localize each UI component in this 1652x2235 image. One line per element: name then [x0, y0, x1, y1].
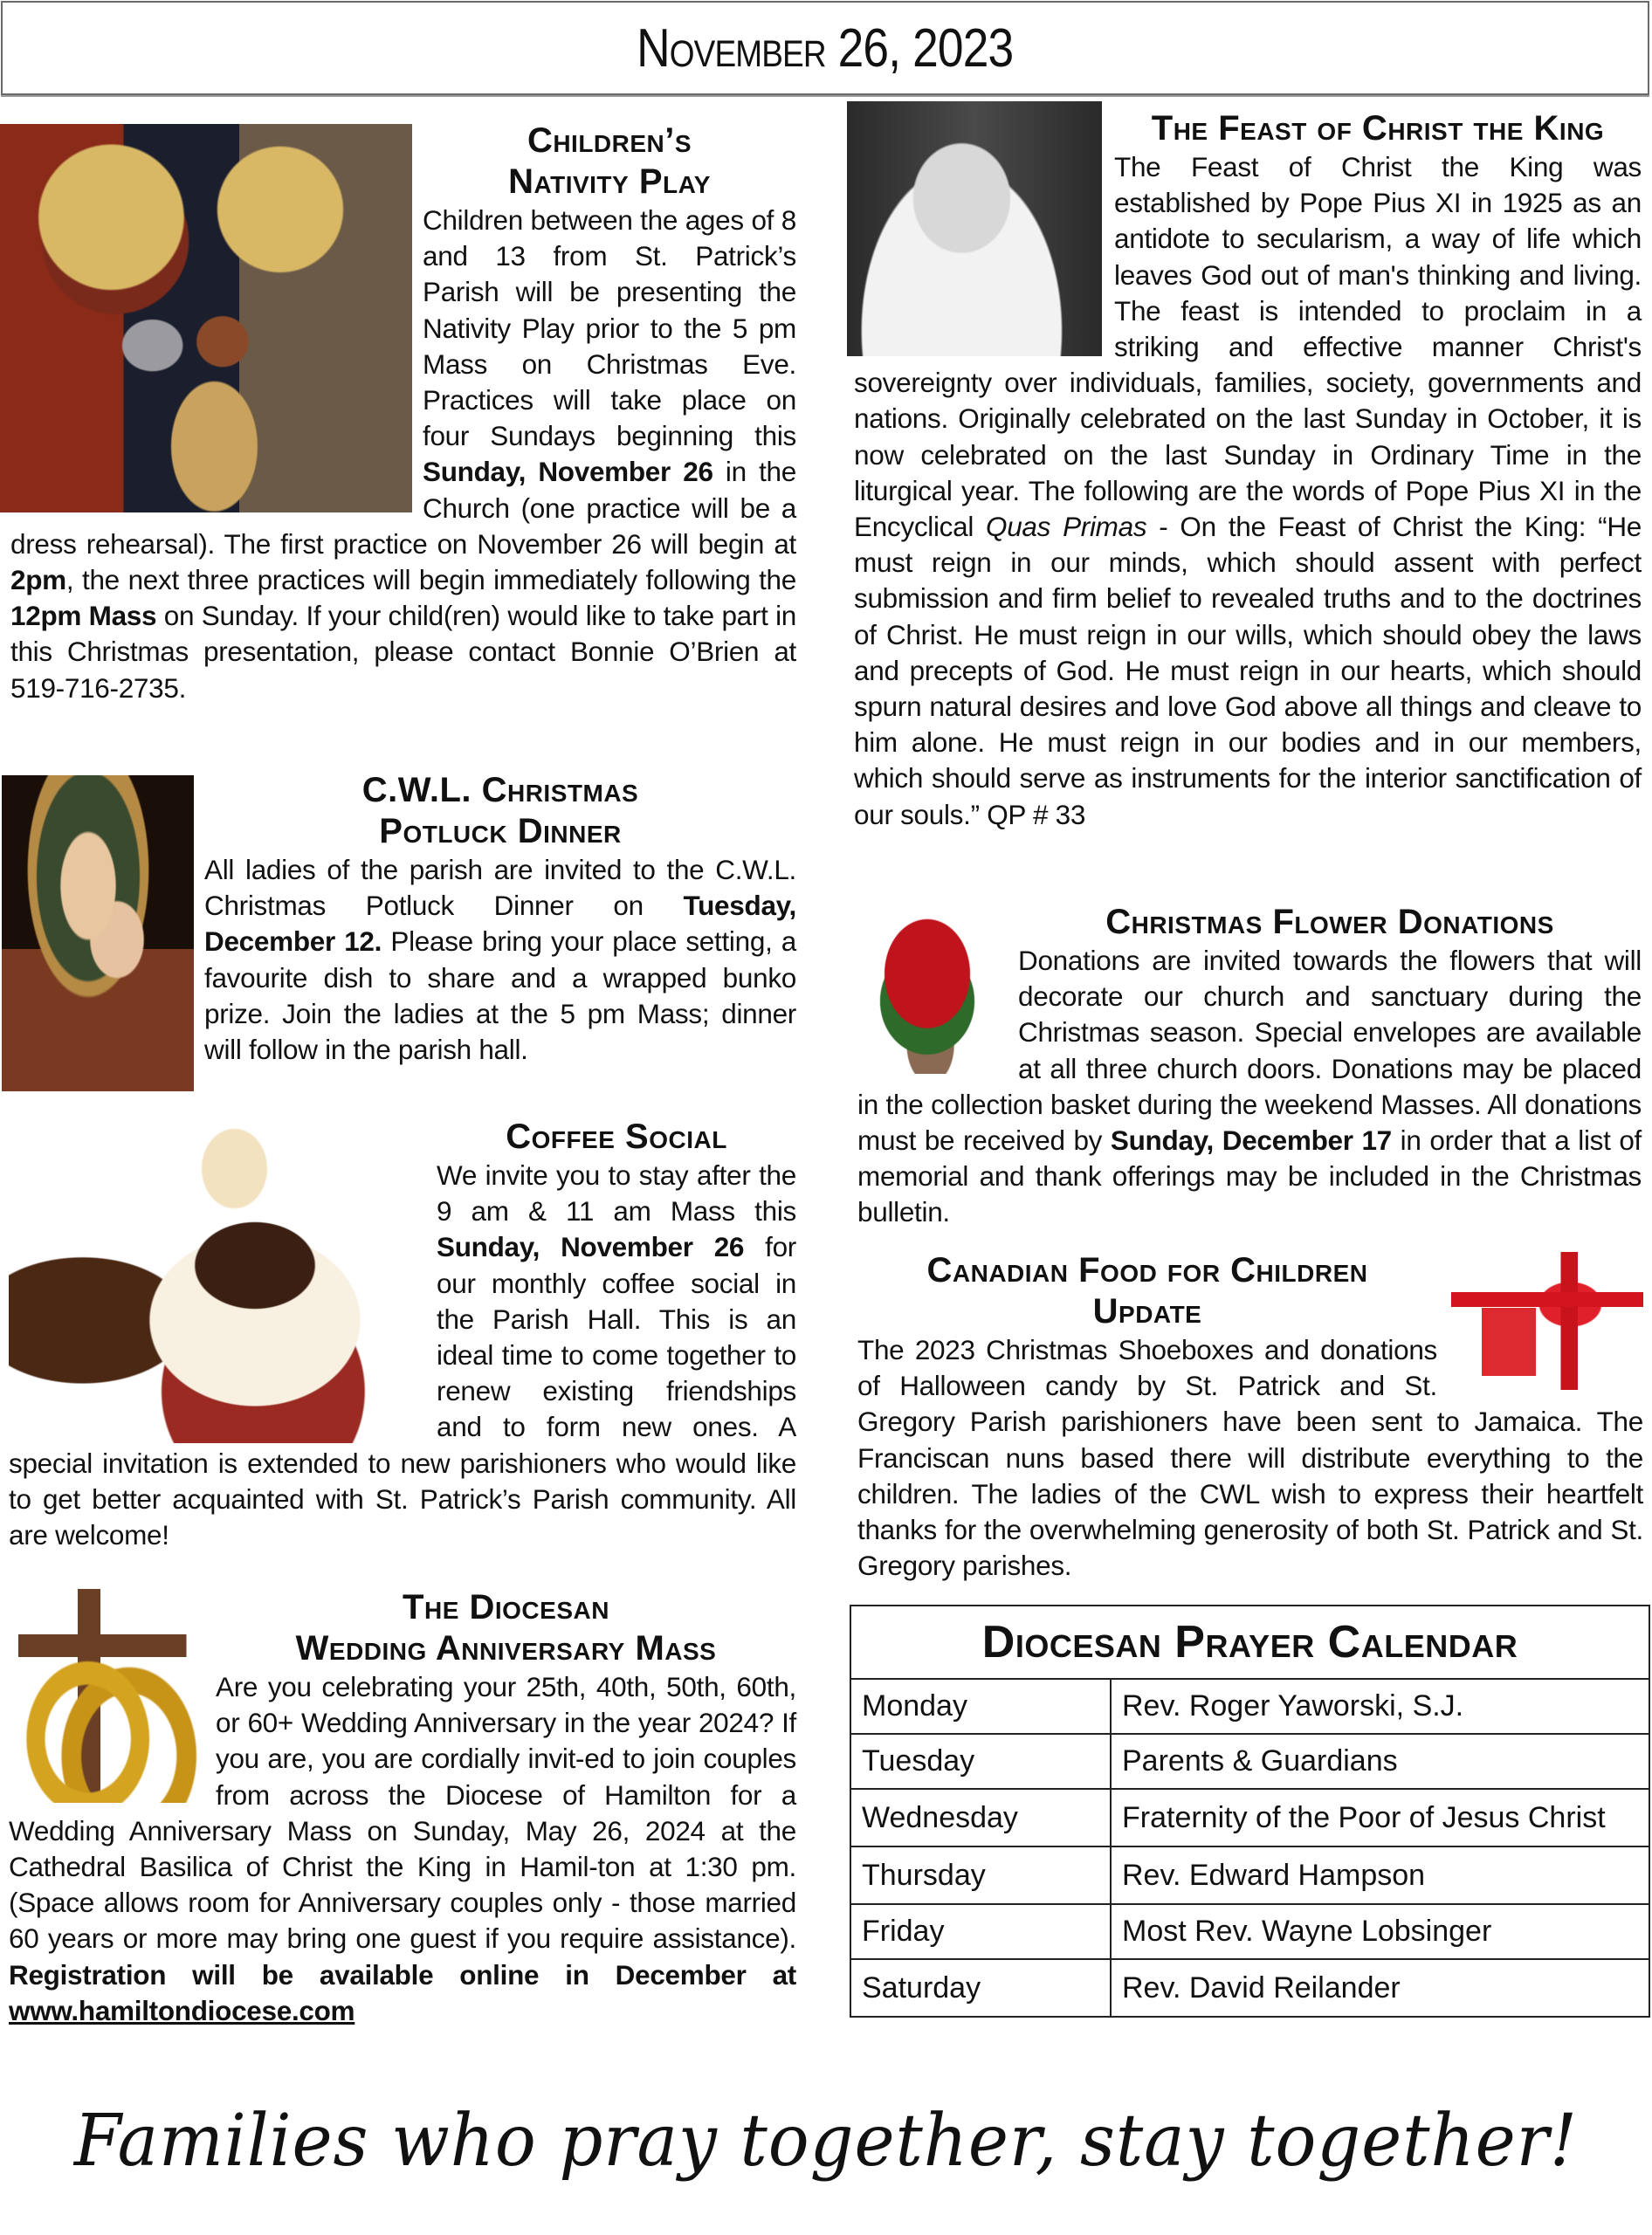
nativity-heading-line2: Nativity Play — [508, 162, 711, 201]
cwl-heading-line2: Potluck Dinner — [379, 812, 622, 850]
anniversary-heading-line1: The Diocesan — [403, 1588, 609, 1626]
nativity-icon-image — [0, 124, 412, 512]
red-gift-ribbon-image — [1451, 1252, 1643, 1390]
table-row — [850, 1846, 1649, 1904]
prayer-day: Saturday — [850, 1959, 1111, 2017]
flower-text-1: Donations are invited towards the flowers that will decorate our church and sanctuary during the Christmas season. Special envelopes are available at all three church doors. Donations may be placed in the collection basket during the weekend Masses. All donations must be received by — [857, 945, 1642, 1157]
cwl-text-1: All ladies of the parish are invited to the C.W.L. Christmas Potluck Dinner on — [204, 854, 796, 922]
pope-pius-xi-photo — [847, 101, 1102, 356]
prayer-calendar-title: Diocesan Prayer Calendar — [850, 1606, 1649, 1679]
table-row — [850, 1904, 1649, 1959]
nativity-time-bold: 2pm — [10, 564, 66, 596]
prayer-day: Friday — [850, 1904, 1111, 1959]
food-children-body: The 2023 Christmas Shoeboxes and donations of Halloween candy by St. Patrick and St. Gregory Parish parishioners have been sent to Jamaica. The Franciscan nuns based there will distribute everything to the children. The ladies of the CWL wish to express their heartfelt thanks for the overwhelming generosity of both St. Patrick and St. Gregory parishes. — [857, 1334, 1643, 1582]
prayer-day: Tuesday — [850, 1734, 1111, 1789]
coffee-social-heading: Coffee Social — [506, 1118, 727, 1156]
prayer-intention: Most Rev. Wayne Lobsinger — [1111, 1904, 1649, 1959]
poinsettia-image — [849, 912, 1006, 1074]
prayer-intention: Rev. Edward Hampson — [1111, 1846, 1649, 1904]
cwl-heading-line1: C.W.L. Christmas — [361, 771, 639, 809]
food-heading-line1: Canadian Food for Children — [926, 1251, 1368, 1289]
prayer-intention: Parents & Guardians — [1111, 1734, 1649, 1789]
hamilton-diocese-link[interactable]: www.hamiltondiocese.com — [9, 1994, 355, 2026]
cwl-text-2: Please bring your place setting, a favourite dish to share and a wrapped bunko prize. Join the ladies at the 5 pm Mass; dinner will follow in the parish hall. — [204, 925, 796, 1066]
coffee-date-bold: Sunday, November 26 — [437, 1231, 745, 1263]
section-food-for-children — [857, 1250, 1643, 1584]
nativity-date-bold: Sunday, November 26 — [423, 456, 713, 488]
anniversary-heading-line2: Wedding Anniversary Mass — [295, 1629, 717, 1668]
prayer-calendar-header-row — [850, 1606, 1649, 1679]
nativity-text-2: in the Church (one practice will be a dress rehearsal). The first practice on November 26 will begin at — [10, 456, 796, 560]
christ-king-heading: The Feast of Christ the King — [1151, 109, 1605, 148]
flower-text-2: in order that a list of memorial and thank offerings may be included in the Christmas bulletin. — [857, 1124, 1642, 1228]
madonna-child-image — [2, 775, 194, 1091]
prayer-day: Monday — [850, 1679, 1111, 1734]
section-nativity-play — [0, 120, 796, 706]
table-row — [850, 1734, 1649, 1789]
cwl-date-bold: Tuesday, December 12. — [204, 890, 796, 958]
section-coffee-social — [9, 1117, 796, 1553]
footer-motto: Families who pray together, stay together! — [73, 2100, 1579, 2183]
nativity-mass-bold: 12pm Mass — [10, 600, 157, 632]
prayer-day: Wednesday — [850, 1789, 1111, 1846]
nativity-text-1: Children between the ages of 8 and 13 from St. Patrick’s Parish will be presenting the Nativity Play prior to the 5 pm Mass on Christmas Eve. Practices will take place on four Sundays beginning this — [423, 204, 796, 452]
bulletin-date: November 26, 2023 — [637, 17, 1014, 79]
nativity-text-3: , the next three practices will begin immediately following the — [65, 564, 796, 596]
coffee-text-2: for our monthly coffee social in the Parish Hall. This is an ideal time to come together to renew existing friendships and to form new ones. A special invitation is extended to new parishioners who would like to get better acquainted with St. Patrick’s Parish community. All are welcome! — [9, 1231, 796, 1551]
anniversary-registration-bold: Registration will be available online in December at — [9, 1958, 796, 1991]
prayer-day: Thursday — [850, 1846, 1111, 1904]
christ-king-text-1: The Feast of Christ the King was established by Pope Pius XI in 1925 as an antidote to secularism, a way of life which leaves God out of man's thinking and living. The feast is intended to proclaim in a striking and effective manner Christ's sovereignty over individuals, families, society, governments and nations. Originally celebrated on the last Sunday in October, it is now celebrated on the last Sunday in Ordinary Time in the liturgical year. The following are the words of Pope Pius XI in the Encyclical — [854, 151, 1642, 543]
food-children-heading — [857, 1250, 1437, 1332]
cross-wedding-rings-image — [2, 1589, 207, 1803]
nativity-text-4: on Sunday. If your child(ren) would like to take part in this Christmas presentation, please contact Bonnie O’Brien at 519-716-2735. — [10, 600, 796, 704]
prayer-calendar-table — [850, 1605, 1650, 2018]
coffee-text-1: We invite you to stay after the 9 am & 11 am Mass this — [437, 1159, 796, 1228]
prayer-intention: Fraternity of the Poor of Jesus Christ — [1111, 1789, 1649, 1846]
flower-deadline-bold: Sunday, December 17 — [1110, 1124, 1392, 1157]
prayer-intention: Rev. Roger Yaworski, S.J. — [1111, 1679, 1649, 1734]
bulletin-header — [1, 1, 1649, 95]
anniversary-heading — [216, 1587, 796, 1669]
table-row — [850, 1959, 1649, 2017]
flower-donations-heading: Christmas Flower Donations — [1105, 903, 1554, 941]
food-heading-line2: Update — [1092, 1292, 1202, 1331]
section-anniversary-mass — [2, 1587, 796, 2029]
table-row — [850, 1679, 1649, 1734]
anniversary-text-1: Are you celebrating your 25th, 40th, 50th, 60th, or 60+ Wedding Anniversary in the year 2024? If you are, you are cordially invit-ed to join couples from across the Diocese of Hamilton for a Wedding Anniversary Mass on Sunday, May 26, 2024 at the Cathedral Basilica of Christ the King in Hamil-ton at 1:30 pm. (Space allows room for Anniversary couples only - those married 60 years or more may bring one guest if you require assistance). — [9, 1671, 796, 1955]
section-christ-the-king — [847, 101, 1642, 833]
section-cwl-dinner — [2, 770, 796, 1091]
christ-king-text-2: - On the Feast of Christ the King: “He must reign in our minds, which should assent with perfect submission and firm belief to revealed truths and to the doctrines of Christ. He must reign in our wills, which should obey the laws and precepts of God. He must reign in our hearts, which should spurn natural desires and love God above all things and cleave to him alone. He must reign in our bodies and in our members, which should serve as instruments for the interior sanctification of our souls.” QP # 33 — [854, 511, 1642, 830]
prayer-intention: Rev. David Reilander — [1111, 1959, 1649, 2017]
nativity-play-heading — [423, 120, 796, 203]
table-row — [850, 1789, 1649, 1846]
nativity-heading-line1: Children’s — [527, 121, 692, 160]
section-flower-donations — [849, 902, 1642, 1231]
quas-primas-italic: Quas Primas — [986, 511, 1147, 543]
cwl-dinner-heading — [204, 770, 796, 852]
coffee-cup-donut-image — [9, 1120, 419, 1443]
